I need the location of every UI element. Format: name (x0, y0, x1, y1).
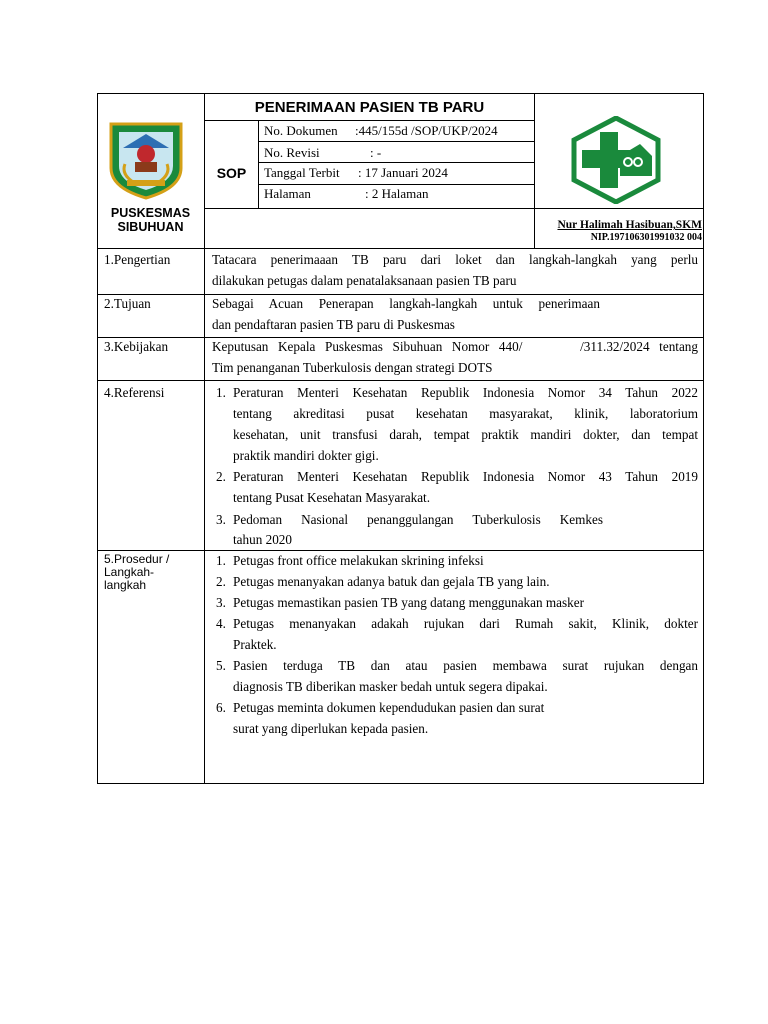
organization-name-line2: SIBUHUAN (117, 220, 184, 234)
list-item-line: Petugas meminta dokumen kependudukan pasien dan surat (233, 700, 545, 715)
signer-nip: NIP.197106301991032 004 (590, 232, 702, 243)
tujuan-line-1: Sebagai Acuan Penerapan langkah-langkah untuk penerimaan (212, 296, 600, 311)
list-item-line: Pasien terduga TB dan atau pasien membawa surat rujukan dengan (233, 658, 698, 673)
list-item-line: Pedoman Nasional penanggulangan Tuberkulosis Kemkes (233, 512, 603, 527)
list-item-line: tahun 2020 (233, 532, 292, 547)
prosedur-label-line1: 5.Prosedur / (104, 552, 170, 566)
doc-field-pages-label: Halaman (264, 186, 311, 201)
list-item-line: kesehatan, unit transfusi darah, tempat praktik mandiri dokter, dan tempat (233, 427, 698, 442)
list-item-line: Peraturan Menteri Kesehatan Republik Indonesia Nomor 34 Tahun 2022 (233, 385, 698, 400)
prosedur-label-line2: Langkah- (104, 565, 155, 579)
section-label-referensi: 4.Referensi (104, 385, 165, 400)
signer-block (536, 219, 702, 244)
pengertian-line-1: Tatacara penerimaaan TB paru dari loket dan langkah-langkah yang perlu (212, 252, 698, 267)
tujuan-line-2: dan pendaftaran pasien TB paru di Puskesmas (212, 317, 455, 332)
regency-emblem-logo (105, 118, 187, 200)
doc-field-revision-label: No. Revisi (264, 145, 320, 160)
list-item-line: Peraturan Menteri Kesehatan Republik Indonesia Nomor 43 Tahun 2019 (233, 469, 698, 484)
doc-field-pages-value: : 2 Halaman (365, 186, 429, 201)
list-item-line: Petugas memastikan pasien TB yang datang menggunakan masker (233, 595, 584, 610)
sop-label: SOP (216, 165, 247, 181)
list-item-number: 1. (216, 553, 226, 568)
kebijakan-line-2: Tim penanganan Tuberkulosis dengan strategi DOTS (212, 360, 493, 375)
list-item-line: diagnosis TB diberikan masker bedah untuk segera dipakai. (233, 679, 548, 694)
puskesmas-cross-logo (570, 116, 662, 204)
section-label-pengertian: 1.Pengertian (104, 252, 171, 267)
doc-field-date-label: Tanggal Terbit (264, 165, 340, 180)
list-item-line: tentang akreditasi pusat kesehatan masyarakat, klinik, laboratorium (233, 406, 698, 421)
list-item-number: 4. (216, 616, 226, 631)
signer-name: Nur Halimah Hasibuan,SKM (557, 219, 702, 231)
document-title: PENERIMAAN PASIEN TB PARU (254, 99, 485, 116)
doc-field-date-value: : 17 Januari 2024 (358, 165, 448, 180)
list-item-number: 6. (216, 700, 226, 715)
list-item-line: surat yang diperlukan kepada pasien. (233, 721, 429, 736)
doc-field-number-value: :445/155d /SOP/UKP/2024 (355, 123, 498, 138)
list-item-number: 3. (216, 595, 226, 610)
doc-field-number-label: No. Dokumen (264, 123, 338, 138)
list-item-line: tentang Pusat Kesehatan Masyarakat. (233, 490, 431, 505)
list-item-line: Petugas menanyakan adakah rujukan dari Rumah sakit, Klinik, dokter (233, 616, 698, 631)
section-label-tujuan: 2.Tujuan (104, 296, 151, 311)
prosedur-label-line3: langkah (104, 578, 147, 592)
section-label-prosedur (104, 553, 169, 592)
list-item-number: 2. (216, 574, 226, 589)
list-item-line: Petugas front office melakukan skrining infeksi (233, 553, 484, 568)
list-item-number: 1. (216, 385, 226, 400)
section-label-kebijakan: 3.Kebijakan (104, 339, 169, 354)
list-item-number: 5. (216, 658, 226, 673)
organization-name (98, 206, 203, 234)
list-item-line: Praktek. (233, 637, 277, 652)
list-item-number: 3. (216, 512, 226, 527)
organization-name-line1: PUSKESMAS (110, 206, 191, 220)
list-item-line: praktik mandiri dokter gigi. (233, 448, 379, 463)
list-item-line: Petugas menanyakan adanya batuk dan gejala TB yang lain. (233, 574, 550, 589)
kebijakan-line-1: Keputusan Kepala Puskesmas Sibuhuan Nomor 440/ /311.32/2024 tentang (212, 339, 698, 354)
doc-field-revision-value: : - (370, 145, 382, 160)
pengertian-line-2: dilakukan petugas dalam penatalaksanaan pasien TB paru (212, 273, 517, 288)
list-item-number: 2. (216, 469, 226, 484)
